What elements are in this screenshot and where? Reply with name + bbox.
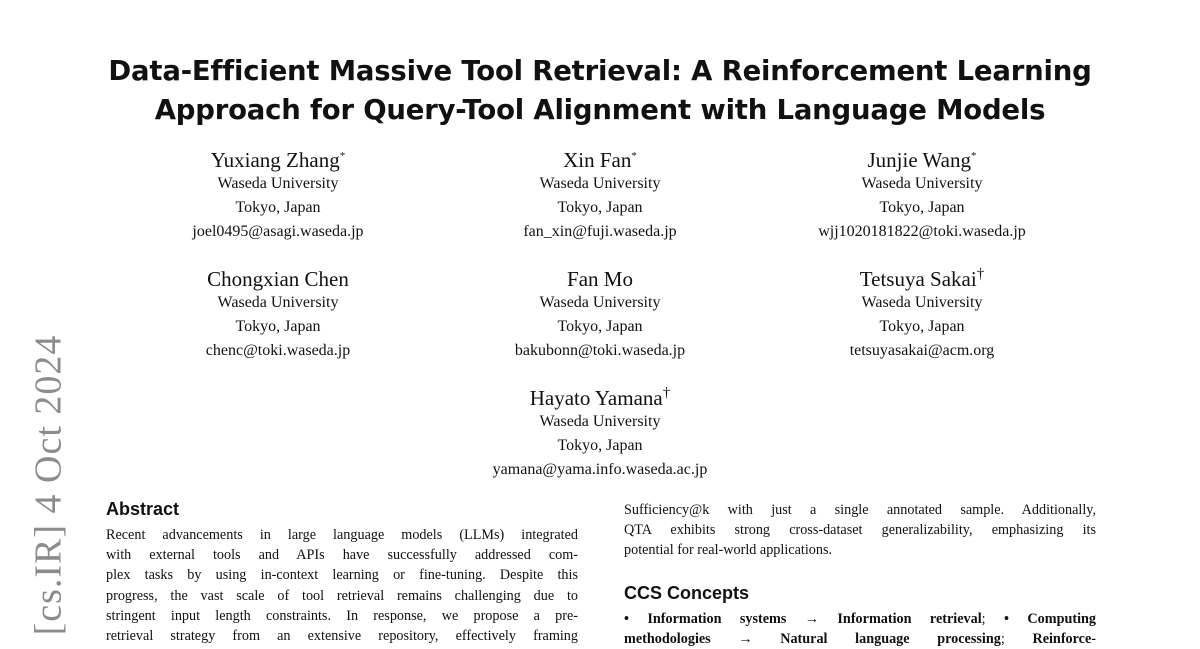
- author-location: Tokyo, Japan: [235, 199, 321, 216]
- author-location: Tokyo, Japan: [557, 199, 643, 216]
- author-affiliation: Waseda University: [217, 294, 339, 311]
- author-email: bakubonn@toki.waseda.jp: [514, 342, 686, 359]
- author-location: Tokyo, Japan: [879, 318, 965, 335]
- author-email: fan_xin@fuji.waseda.jp: [523, 223, 677, 240]
- author-block: [118, 267, 438, 363]
- abstract-body: [106, 525, 578, 646]
- author-name: Tetsuya Sakai: [859, 267, 977, 291]
- abstract-continuation: [624, 500, 1096, 561]
- author-block: [440, 267, 760, 363]
- ccs-concept: • Computing: [985, 610, 1097, 627]
- author-affiliation: Waseda University: [861, 294, 983, 311]
- author-name: Junjie Wang: [867, 148, 971, 172]
- author-affiliation: Waseda University: [539, 413, 661, 430]
- author-email: tetsuyasakai@acm.org: [849, 342, 995, 359]
- author-email: wjj1020181822@toki.waseda.jp: [818, 223, 1026, 240]
- author-email: yamana@yama.info.waseda.ac.jp: [492, 461, 708, 478]
- arxiv-stamp-text: [cs.IR] 4 Oct 2024: [27, 334, 69, 636]
- author-block: [440, 148, 760, 244]
- ccs-line: [624, 629, 1096, 649]
- author-location: Tokyo, Japan: [557, 437, 643, 454]
- author-name: Xin Fan: [563, 148, 632, 172]
- author-email: joel0495@asagi.waseda.jp: [192, 223, 364, 240]
- author-mark: *: [339, 150, 346, 162]
- abstract-line: Recent advancements in large language models (LLMs) integrated: [106, 527, 578, 543]
- author-mark: *: [631, 150, 637, 162]
- ccs-line: [624, 609, 1096, 629]
- author-location: Tokyo, Japan: [557, 318, 643, 335]
- abstract-line: Sufficiency@k with just a single annotated sample. Additionally,: [624, 502, 1096, 518]
- author-name: Chongxian Chen: [207, 267, 349, 291]
- author-block: [118, 148, 438, 244]
- author-affiliation: Waseda University: [539, 175, 661, 192]
- abstract-line: with external tools and APIs have successfully addressed com-: [106, 547, 578, 564]
- abstract-line: progress, the vast scale of tool retrieval remains challenging due to: [106, 587, 578, 604]
- paper-title: [100, 52, 1100, 130]
- abstract-line: QTA exhibits strong cross-dataset generalizability, emphasizing its: [624, 522, 1096, 539]
- abstract-section: [106, 497, 578, 646]
- author-name: Yuxiang Zhang: [210, 148, 340, 172]
- author-block: [762, 148, 1082, 244]
- ccs-concept: Reinforce-: [1004, 630, 1096, 647]
- abstract-line: plex tasks by using in-context learning or fine-tuning. Despite this: [106, 567, 578, 584]
- ccs-body: [624, 609, 1096, 649]
- author-mark: †: [976, 266, 985, 282]
- author-mark: †: [662, 385, 671, 401]
- author-affiliation: Waseda University: [217, 175, 339, 192]
- abstract-line: retrieval strategy from an extensive repository, effectively framing: [106, 628, 578, 645]
- author-location: Tokyo, Japan: [879, 199, 965, 216]
- author-block: [762, 267, 1082, 363]
- author-email: chenc@toki.waseda.jp: [205, 342, 351, 359]
- abstract-line: potential for real-world applications.: [624, 542, 833, 559]
- ccs-separator: ;: [1000, 630, 1005, 647]
- author-name: Fan Mo: [567, 267, 633, 291]
- author-block: [440, 386, 760, 482]
- author-location: Tokyo, Japan: [235, 318, 321, 335]
- paper-title-line-2: Approach for Query-Tool Alignment with Language Models: [154, 94, 1046, 126]
- ccs-separator: ;: [981, 610, 986, 627]
- author-mark: *: [971, 150, 977, 162]
- author-affiliation: Waseda University: [539, 294, 661, 311]
- right-column: [624, 497, 1096, 649]
- paper-title-line-1: Data-Efficient Massive Tool Retrieval: A Reinforcement Learning: [108, 55, 1092, 87]
- author-name: Hayato Yamana: [529, 386, 663, 410]
- abstract-line: stringent input length constraints. In response, we propose a pre-: [106, 607, 578, 624]
- ccs-concept: • Information systems → Information retrieval: [624, 610, 982, 627]
- ccs-concept: methodologies → Natural language processing: [624, 630, 1001, 647]
- abstract-heading: Abstract: [106, 499, 180, 519]
- ccs-heading: CCS Concepts: [624, 582, 750, 603]
- author-affiliation: Waseda University: [861, 175, 983, 192]
- arxiv-stamp: [26, 330, 70, 640]
